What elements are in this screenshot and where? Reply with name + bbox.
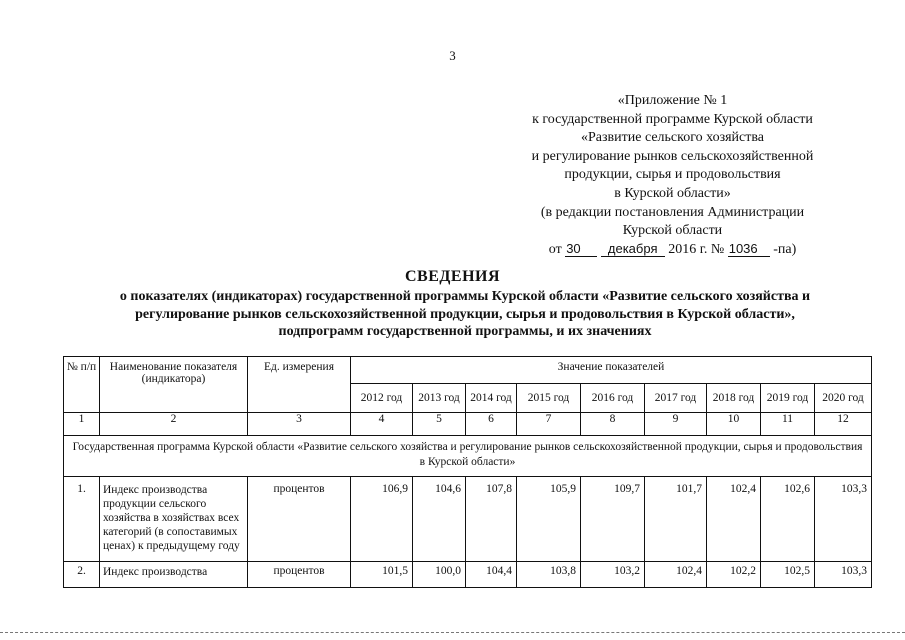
appendix-line: (в редакции постановления Администрации — [540, 204, 805, 220]
section-row — [64, 436, 872, 477]
header-unit: Ед. измерения — [248, 357, 351, 413]
row-value: 101,5 — [351, 562, 413, 588]
date-year: 2016 г. № — [668, 241, 725, 257]
row-value: 103,3 — [815, 562, 872, 588]
row-value: 106,9 — [351, 477, 413, 562]
row-value: 100,0 — [413, 562, 466, 588]
decree-number: 1036 — [728, 242, 770, 257]
row-value: 102,5 — [761, 562, 815, 588]
document-subtitle — [80, 288, 850, 341]
header-name: Наименование показателя (индикатора) — [100, 357, 248, 413]
date-day: 30 — [565, 242, 597, 257]
header-row — [64, 357, 872, 384]
column-index: 12 — [815, 413, 872, 436]
row-value: 102,6 — [761, 477, 815, 562]
column-index: 4 — [351, 413, 413, 436]
header-year: 2013 год — [413, 384, 466, 413]
subtitle-line: регулирование рынков сельскохозяйственной продукции, сырья и продовольствия в Курской области», — [135, 306, 795, 322]
column-index: 9 — [645, 413, 707, 436]
row-value: 104,4 — [466, 562, 517, 588]
row-value: 102,2 — [707, 562, 761, 588]
scan-edge-divider — [0, 632, 905, 635]
row-value: 103,2 — [581, 562, 645, 588]
row-value: 103,8 — [517, 562, 581, 588]
column-index: 7 — [517, 413, 581, 436]
header-values: Значение показателей — [351, 357, 872, 384]
column-index: 10 — [707, 413, 761, 436]
row-name: Индекс производства продукции сельского хозяйства в хозяйствах всех категорий (в сопоставимых ценах) к предыдущему году — [100, 477, 248, 562]
row-num: 1. — [64, 477, 100, 562]
column-index: 2 — [100, 413, 248, 436]
row-unit: процентов — [248, 562, 351, 588]
column-index: 1 — [64, 413, 100, 436]
appendix-line: к государственной программе Курской области — [532, 111, 813, 127]
row-value: 107,8 — [466, 477, 517, 562]
row-unit: процентов — [248, 477, 351, 562]
column-index: 3 — [248, 413, 351, 436]
appendix-block — [500, 92, 845, 259]
header-year: 2018 год — [707, 384, 761, 413]
subtitle-line: о показателях (индикаторах) государственной программы Курской области «Развитие сельского хозяйства и — [119, 289, 811, 304]
appendix-line: «Приложение № 1 — [617, 93, 728, 108]
appendix-line: продукции, сырья и продовольствия — [564, 167, 781, 183]
header-num: № п/п — [64, 357, 100, 413]
header-year: 2020 год — [815, 384, 872, 413]
header-year: 2019 год — [761, 384, 815, 413]
row-value: 104,6 — [413, 477, 466, 562]
appendix-line: в Курской области» — [614, 185, 731, 201]
column-index: 6 — [466, 413, 517, 436]
column-index: 5 — [413, 413, 466, 436]
row-value: 109,7 — [581, 477, 645, 562]
column-index-row — [64, 413, 872, 436]
subtitle-line: подпрограмм государственной программы, и их значениях — [278, 324, 652, 339]
row-num: 2. — [64, 562, 100, 588]
table-row — [64, 562, 872, 588]
column-index: 11 — [761, 413, 815, 436]
header-year: 2014 год — [466, 384, 517, 413]
row-value: 102,4 — [645, 562, 707, 588]
column-index: 8 — [581, 413, 645, 436]
row-name: Индекс производства — [100, 562, 248, 588]
header-year: 2016 год — [581, 384, 645, 413]
row-value: 105,9 — [517, 477, 581, 562]
header-year: 2017 год — [645, 384, 707, 413]
page-number: 3 — [449, 48, 456, 63]
table-row — [64, 477, 872, 562]
section-title: Государственная программа Курской области «Развитие сельского хозяйства и регулирование рынков сельскохозяйственной продукции, сырья и продовольствия в Курской области» — [64, 436, 872, 477]
appendix-line: Курской области — [622, 223, 723, 239]
appendix-line: и регулирование рынков сельскохозяйственной — [531, 148, 814, 164]
header-year: 2015 год — [517, 384, 581, 413]
header-year: 2012 год — [351, 384, 413, 413]
row-value: 101,7 — [645, 477, 707, 562]
document-title: СВЕДЕНИЯ — [404, 268, 501, 285]
appendix-line: «Развитие сельского хозяйства — [580, 130, 765, 146]
date-month: декабря — [601, 242, 665, 257]
date-prefix: от — [548, 241, 562, 257]
appendix-date-line — [500, 241, 845, 260]
row-value: 103,3 — [815, 477, 872, 562]
date-suffix: -па) — [773, 241, 797, 257]
row-value: 102,4 — [707, 477, 761, 562]
indicators-table — [63, 356, 872, 588]
